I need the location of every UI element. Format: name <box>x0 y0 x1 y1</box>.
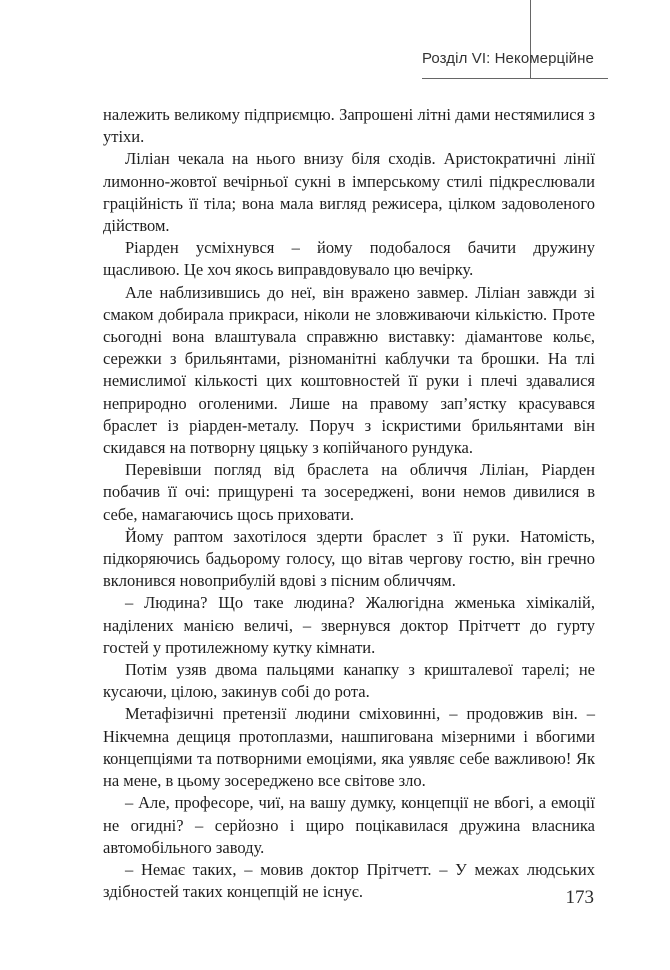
paragraph: – Немає таких, – мовив доктор Прітчетт. – У межах людських здібностей таких концепцій не існує. <box>103 859 595 902</box>
page-number: 173 <box>565 887 594 908</box>
paragraph: Потім узяв двома пальцями канапку з кришталевої тарелі; не кусаючи, цілою, закинув собі до рота. <box>103 660 595 702</box>
paragraph: Перевівши погляд від браслета на обличчя Ліліан, Ріарден побачив її очі: прищурені та зосереджені, вони немов дивилися в себе, намагаючись щось приховати. <box>103 460 595 524</box>
paragraph: – Але, професоре, чиї, на вашу думку, концепції не вбогі, а емоції не огидні? – серйозно і щиро поцікавилася дружина власника автомобільного заводу. <box>103 793 595 857</box>
paragraph: Але наблизившись до неї, він вражено завмер. Ліліан завжди зі смаком добирала прикраси, ніколи не зловживаючи кількістю. Проте сьогодні вона влаштувала справжню виставку: діамантове кольє, сережки з брильянтами, різноманітні каблучки та брошки. На тлі немислимої кількості цих коштовностей її руки і плечі здавалися неприродно оголеними. Лише на правому зап’ястку красувався браслет із ріарден-металу. Поруч з іскристими брильянтами він скидався на потворну цяцьку з копійчаного рундука. <box>103 282 595 458</box>
body-text <box>103 104 595 903</box>
paragraph: Ліліан чекала на нього внизу біля сходів. Аристократичні лінії лимонно-жовтої вечірньої сукні в імперському стилі підкреслювали граційність її тіла; вона мала вигляд режисера, цілком задоволеного дійством. <box>103 149 595 236</box>
running-title: Розділ VI: Некомерційне <box>421 50 594 67</box>
paragraph: належить великому підприємцю. Запрошені літні дами нестямилися з утіхи. <box>103 105 595 147</box>
paragraph: Метафізичні претензії людини сміховинні, – продовжив він. – Нікчемна дещиця протоплазми, нашпигована мізерними і вбогими концепціями та потворними емоціями, яка уявляє себе важливою! Як на мене, в цьому зосереджено все світове зло. <box>103 704 595 791</box>
paragraph: Йому раптом захотілося здерти браслет з її руки. Натомість, підкоряючись бадьорому голосу, що вітав чергову гостю, він гречно вклонився новоприбулій вдові з пісним обличчям. <box>103 526 595 591</box>
paragraph: Ріарден усміхнувся – йому подобалося бачити дружину щасливою. Це хоч якось виправдовувало цю вечірку. <box>103 238 595 280</box>
header-rule <box>422 78 608 79</box>
paragraph: – Людина? Що таке людина? Жалюгідна жменька хімікалій, наділених манією величі, – звернувся доктор Прітчетт до гурту гостей у протилежному кутку кімнати. <box>103 593 595 657</box>
